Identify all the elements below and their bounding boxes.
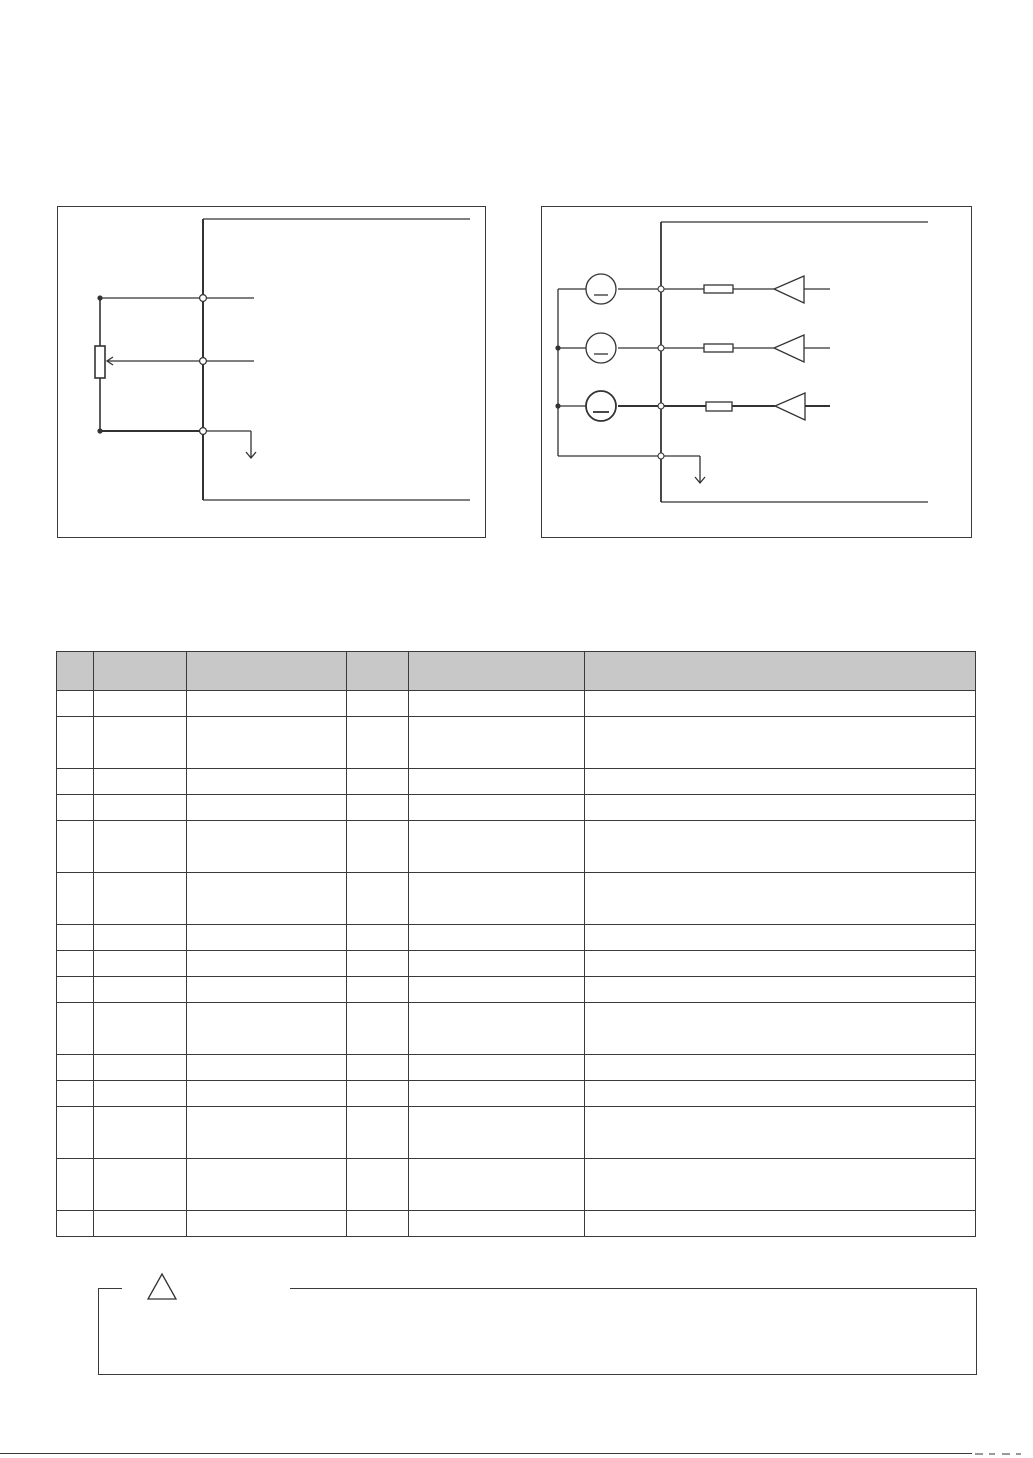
table-row (57, 1211, 976, 1237)
table-cell (347, 691, 409, 717)
table-cell (585, 1055, 976, 1081)
junction-dot (97, 295, 102, 300)
table-cell (187, 951, 347, 977)
junction-dot (555, 345, 560, 350)
table-cell (347, 717, 409, 769)
table-cell (187, 1081, 347, 1107)
table-cell (409, 1081, 585, 1107)
table-header (94, 652, 187, 691)
terminal-circle (658, 453, 664, 459)
table-cell (94, 821, 187, 873)
table-cell (347, 873, 409, 925)
table-cell (57, 1107, 94, 1159)
potentiometer-icon (95, 346, 105, 378)
table-cell (94, 1211, 187, 1237)
table-cell (585, 821, 976, 873)
table-cell (57, 769, 94, 795)
table-cell (409, 1159, 585, 1211)
junction-dot (97, 428, 102, 433)
analog-input-wiring-diagram (541, 206, 972, 538)
table-cell (347, 1055, 409, 1081)
table-cell (94, 1159, 187, 1211)
table-cell (409, 977, 585, 1003)
table-row (57, 717, 976, 769)
table-cell (187, 821, 347, 873)
table-cell (57, 821, 94, 873)
table-row (57, 821, 976, 873)
table-row (57, 951, 976, 977)
table-cell (585, 1211, 976, 1237)
resistor-icon (704, 344, 733, 352)
terminal-circle (658, 403, 664, 409)
table-cell (409, 795, 585, 821)
table-cell (187, 925, 347, 951)
table-cell (187, 873, 347, 925)
table-row (57, 1159, 976, 1211)
caution-box (98, 1288, 977, 1375)
table-header (187, 652, 347, 691)
table-cell (585, 925, 976, 951)
table-cell (57, 1211, 94, 1237)
table-row (57, 795, 976, 821)
table-row (57, 977, 976, 1003)
terminal-circle (200, 358, 207, 365)
table-cell (187, 1159, 347, 1211)
table-cell (57, 717, 94, 769)
table-cell (347, 1003, 409, 1055)
voltage-source-icon (586, 274, 616, 304)
table-cell (409, 1055, 585, 1081)
table-cell (57, 1081, 94, 1107)
footer-page-dashes (975, 1452, 1033, 1456)
table-cell (347, 821, 409, 873)
table-cell (409, 1003, 585, 1055)
table-row (57, 769, 976, 795)
table-row (57, 1055, 976, 1081)
table-cell (347, 925, 409, 951)
terminal-circle (658, 345, 664, 351)
table-cell (94, 925, 187, 951)
table-cell (409, 769, 585, 795)
table-cell (57, 795, 94, 821)
table-cell (347, 951, 409, 977)
analog-input-wiring-svg (542, 207, 971, 537)
table-row (57, 1107, 976, 1159)
table-cell (585, 951, 976, 977)
table-cell (585, 1081, 976, 1107)
potentiometer-wiring-svg (58, 207, 485, 537)
table-cell (409, 873, 585, 925)
table-cell (187, 1107, 347, 1159)
table-cell (94, 691, 187, 717)
footer-rule (0, 1453, 972, 1454)
table-cell (187, 977, 347, 1003)
table-cell (347, 977, 409, 1003)
terminal-circle (200, 295, 207, 302)
junction-dot (555, 403, 560, 408)
table-row (57, 691, 976, 717)
table-cell (585, 691, 976, 717)
table-cell (94, 769, 187, 795)
table-cell (409, 925, 585, 951)
table-cell (347, 769, 409, 795)
table-cell (57, 1055, 94, 1081)
table-cell (585, 795, 976, 821)
table-row (57, 873, 976, 925)
table-cell (187, 691, 347, 717)
terminal-circle (200, 428, 207, 435)
buffer-amp-icon (774, 276, 804, 303)
table-cell (94, 1107, 187, 1159)
voltage-source-icon (586, 333, 616, 363)
table-cell (94, 1055, 187, 1081)
table-header (347, 652, 409, 691)
table-cell (187, 717, 347, 769)
table-cell (187, 1211, 347, 1237)
table-cell (409, 821, 585, 873)
table-cell (187, 795, 347, 821)
table-header (585, 652, 976, 691)
table-cell (585, 873, 976, 925)
table-cell (94, 1081, 187, 1107)
potentiometer-wiring-diagram (57, 206, 486, 538)
table-cell (94, 977, 187, 1003)
table-cell (187, 1003, 347, 1055)
table-row (57, 1003, 976, 1055)
table-cell (57, 1003, 94, 1055)
table-cell (347, 1081, 409, 1107)
table-cell (94, 873, 187, 925)
table-cell (347, 795, 409, 821)
signal-table (56, 651, 976, 1237)
buffer-amp-icon (775, 393, 805, 420)
table-body (57, 691, 976, 1237)
table-header (409, 652, 585, 691)
buffer-amp-icon (774, 335, 804, 362)
table-cell (57, 977, 94, 1003)
table-cell (94, 717, 187, 769)
table-cell (187, 769, 347, 795)
table-cell (347, 1211, 409, 1237)
table-cell (57, 925, 94, 951)
table-cell (409, 717, 585, 769)
table-row (57, 1081, 976, 1107)
table-cell (585, 977, 976, 1003)
table-cell (94, 951, 187, 977)
table-cell (585, 717, 976, 769)
table-cell (585, 1003, 976, 1055)
table-cell (585, 1159, 976, 1211)
table-cell (94, 1003, 187, 1055)
table-cell (347, 1107, 409, 1159)
table-cell (57, 951, 94, 977)
table-row (57, 925, 976, 951)
voltage-source-icon (586, 391, 616, 421)
table-cell (57, 873, 94, 925)
terminal-circle (658, 286, 664, 292)
resistor-icon (706, 402, 732, 411)
table-cell (409, 1211, 585, 1237)
warning-triangle-icon (146, 1272, 178, 1302)
table-cell (57, 691, 94, 717)
table-header-row (57, 652, 976, 691)
table-header (57, 652, 94, 691)
table-cell (57, 1159, 94, 1211)
table-cell (347, 1159, 409, 1211)
table-cell (409, 691, 585, 717)
table-cell (187, 1055, 347, 1081)
table-cell (585, 769, 976, 795)
table-cell (585, 1107, 976, 1159)
table-cell (409, 951, 585, 977)
table-cell (94, 795, 187, 821)
table-cell (409, 1107, 585, 1159)
resistor-icon (704, 285, 733, 293)
